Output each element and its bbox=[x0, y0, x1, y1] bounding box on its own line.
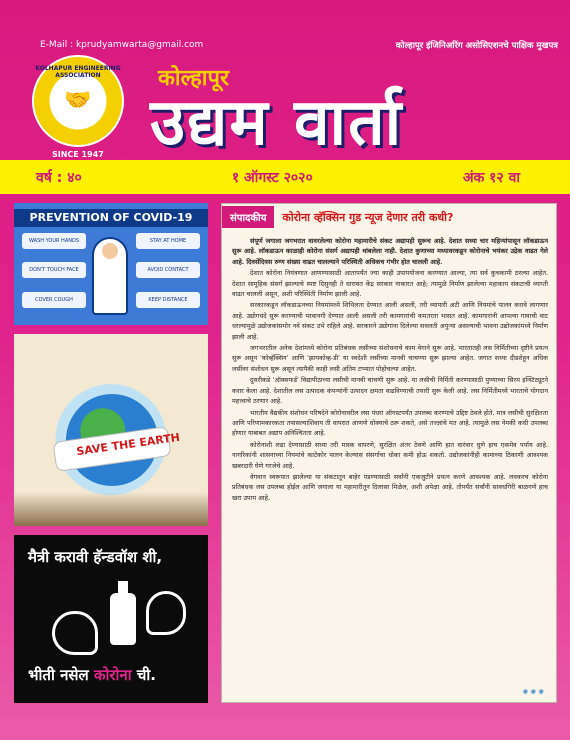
sanitizer-line-2-c: ची. bbox=[131, 666, 156, 684]
covid-tile: WASH YOUR HANDS bbox=[22, 233, 86, 249]
editorial-paragraph: दुसरीकडे 'ऑक्सफर्ड' विद्यापीठाच्या लसीची मानवी चाचणी सुरू आहे. या लसीची निर्मिती करण्यासाठी पुण्याच्या सिरम इन्स्टिट्यूटने करार केला आहे. देशातील लस उत्पादक कंपन्यांनी उत्पादन क्षमता वाढविण्याची तयारी सुरू केली आहे. लस निर्मितीमध्ये भारताचे योगदान महत्त्वाचे ठरणार आहे. bbox=[232, 376, 548, 406]
masthead-subtitle: कोल्हापूर bbox=[158, 66, 229, 91]
issue-year: वर्ष : ४० bbox=[36, 169, 82, 186]
editorial-body bbox=[232, 236, 548, 694]
editorial-paragraph: जगभरातील अनेक देशांमध्ये कोरोना प्रतिबंधक लसीच्या संशोधनाचे काम वेगाने सुरू आहे. भारतातही लस निर्मितीच्या दृष्टीने प्रयत्न सुरू असून 'कोव्हॅक्सिन' आणि 'झायकोव्ह-डी' या स्वदेशी लसींच्या मानवी चाचण्या सुरू झाल्या आहेत. जगात सध्या दीडशेहून अधिक लसींवर संशोधन सुरू असून त्यापैकी काही लसी अंतिम टप्प्यात पोहोचल्या आहेत. bbox=[232, 344, 548, 373]
editorial-paragraph: भारतीय वैद्यकीय संशोधन परिषदेने कोरोनावरील लस पंधरा ऑगस्टपर्यंत उपलब्ध करण्याचे उद्दिष्ट ठेवले होते. मात्र लसीची सुरक्षितता आणि परिणामकारकता तपासल्याशिवाय ती वापरात आणणे धोक्याचे ठरू शकते, असे तज्ज्ञांचे मत आहे. त्यामुळे लस नेमकी कधी उपलब्ध होणार याबाबत अद्याप अनिश्चितता आहे. bbox=[232, 408, 548, 438]
editorial-paragraph: वेगवान स्वरूपात झालेल्या या संकटातून बाहेर पडण्यासाठी सर्वांनी एकजुटीने प्रयत्न करणे आवश्यक आहे. लवकरच कोरोना प्रतिबंधक लस उपलब्ध होईल आणि जगाला या महामारीतून दिलासा मिळेल, अशी अपेक्षा आहे. तोपर्यंत सर्वांनी सावधगिरी बाळगणे हाच खरा उपाय आहे. bbox=[232, 472, 548, 502]
left-hand-icon bbox=[52, 611, 98, 655]
doctor-illustration bbox=[92, 237, 128, 315]
editorial-box bbox=[221, 203, 557, 703]
sanitizer-image bbox=[14, 535, 208, 703]
covid-tile: KEEP DISTANCE bbox=[136, 292, 200, 308]
editorial-paragraph: देशात कोरोना नियंत्रणात आणण्यासाठी आतापर्यंत ज्या काही उपाययोजना करण्यात आल्या, त्या सर्व कुचकामी ठरल्या आहेत. देशात सामूहिक संसर्ग झाल्याचे स्पष्ट दिसुनही ते धारावत केंद्र सरकार नाकारत आहे; त्यामुळे निर्माण झालेल्या महाकाय संकटाची व्याप्ती वाढत चालली असून, अशी परिस्थिती निर्माण झाली आहे. bbox=[232, 269, 548, 299]
handshake-icon: 🤝 bbox=[64, 88, 92, 113]
sanitizer-line-1: मैत्री करावी हॅन्डवॉश शी, bbox=[28, 548, 163, 566]
masthead-title: उद्यम वार्ता bbox=[150, 86, 404, 160]
save-earth-image bbox=[14, 334, 208, 526]
editorial-end-mark: ❀❀❀ bbox=[522, 688, 546, 696]
right-hand-icon bbox=[146, 591, 186, 635]
trash-pile bbox=[14, 492, 208, 526]
issue-bar bbox=[0, 160, 570, 194]
editorial-paragraph: कोरोनाशी लढा देण्यासाठी सध्या तरी मास्क वापरणे, सुरक्षित अंतर ठेवणे आणि हात वारंवार धुणे हाच एकमेव पर्याय आहे. नागरिकांनी शासनाच्या नियमांचे काटेकोर पालन केल्यास संसर्गाचा धोका कमी होऊ शकतो. उद्योजकांनीही कामाच्या ठिकाणी आवश्यक खबरदारी घेणे गरजेचे आहे. bbox=[232, 440, 548, 470]
sanitizer-line-2 bbox=[28, 665, 156, 685]
covid-tile: AVOID CONTACT bbox=[136, 262, 200, 278]
covid-tile: DON'T TOUCH FACE bbox=[22, 262, 86, 278]
issue-number: अंक १२ वा bbox=[462, 169, 520, 186]
editorial-title: कोरोना व्हॅक्सिन गुड न्यूज देणार तरी कधी? bbox=[282, 210, 454, 224]
editorial-paragraph: सरकारकडून लॉकडाऊनच्या नियमांमध्ये शिथिलता देण्यात आली असली, तरी व्यापारी अटी आणि नियमांचे पालन करावे लागणार आहे. उद्योगधंदे सुरू करण्याची परवानगी देण्यात आली असली तरी कामगारांची कमतरता भासत आहे. कामगारांनी आपल्या गावाची वाट धरल्यामुळे उद्योजकांसमोर नवे संकट उभे राहिले आहे. सरकारने उद्योगांना दिलेल्या सवलती अपुऱ्या असल्याची भावना उद्योजकांमध्ये निर्माण झाली आहे. bbox=[232, 301, 548, 341]
association-logo bbox=[32, 55, 124, 147]
sanitizer-line-2-corona: कोरोना bbox=[93, 666, 132, 684]
editorial-paragraph: संपूर्ण जगाला जगभरात वावरलेल्या कोरोना महामारीचे संकट अद्यापही सुरूच आहे. देशात सध्या चार महिन्यांपासून लॉकडाऊन सुरू आहे. लॉकडाऊन काळाही कोरोना संसर्ग अद्यापही थांबलेला नाही. देशात कुणाच्या मध्यावरकडून कोरोनाचे भयंकर उद्रेक वाढत गेले आहे. दिवसेंदिवस रुग्ण संख्या वाढत चालल्याने परिस्थिती अधिकच गंभीर होत चालली आहे. bbox=[232, 237, 548, 266]
editorial-header bbox=[222, 204, 556, 230]
issue-date: १ ऑगस्ट २०२० bbox=[231, 169, 313, 186]
covid-tile: STAY AT HOME bbox=[136, 233, 200, 249]
editorial-label: संपादकीय bbox=[222, 206, 274, 228]
since-label: SINCE 1947 bbox=[52, 150, 104, 159]
save-earth-text: SAVE THE EARTH bbox=[75, 430, 181, 459]
tagline: कोल्हापूर इंजिनिअरिंग असोसिएशनचे पाक्षिक मुखपत्र bbox=[395, 41, 558, 51]
logo-ring-text: KOLHAPUR ENGINEERING ASSOCIATION bbox=[35, 65, 121, 79]
covid-banner: PREVENTION OF COVID-19 bbox=[14, 209, 208, 227]
email-text: E-Mail : kprudyamwarta@gmail.com bbox=[40, 40, 204, 50]
covid-prevention-image bbox=[14, 203, 208, 325]
sanitizer-bottle-icon bbox=[110, 593, 136, 645]
covid-tile: COVER COUGH bbox=[22, 292, 86, 308]
sanitizer-line-2-a: भीती नसेल bbox=[28, 666, 94, 684]
